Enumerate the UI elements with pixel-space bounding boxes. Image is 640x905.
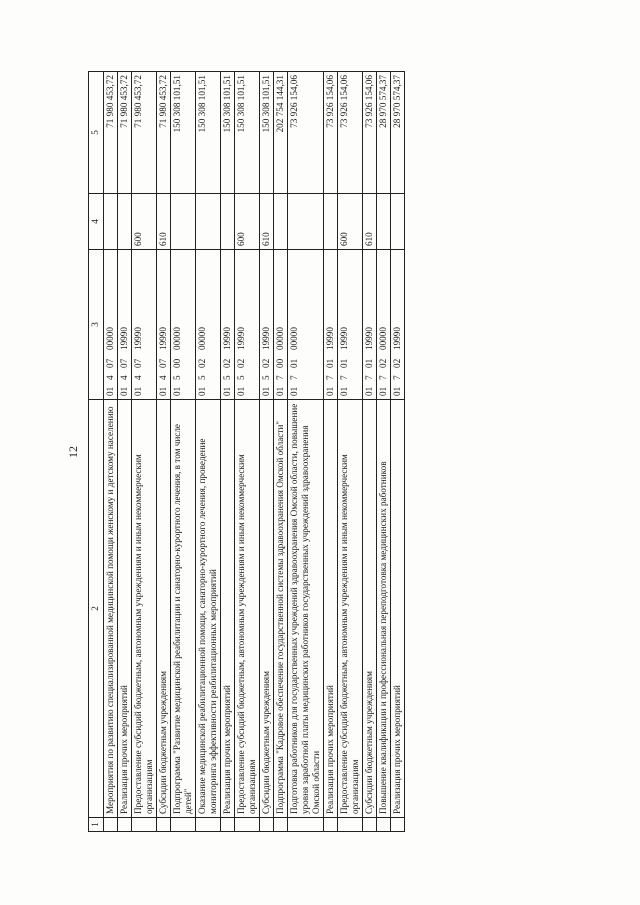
classification-code xyxy=(221,250,235,400)
classification-code xyxy=(288,250,324,400)
index-cell xyxy=(132,818,157,832)
index-cell xyxy=(157,818,171,832)
expense-type xyxy=(391,194,405,250)
column-header: 5 xyxy=(89,72,104,194)
amount: 71 980 453,72 xyxy=(104,72,118,194)
table-row xyxy=(260,72,274,832)
classification-code xyxy=(104,250,118,400)
item-name: Предоставление субсидий бюджетным, автономным учреждениям и иным некоммерческим организациям xyxy=(132,400,157,818)
classification-code xyxy=(363,250,377,400)
item-name: Реализация прочих мероприятий xyxy=(221,400,235,818)
item-name: Субсидии бюджетным учреждениям xyxy=(363,400,377,818)
amount: 202 754 144,31 xyxy=(274,72,288,194)
code-direction: 00000 xyxy=(105,327,115,350)
code-event: 01 xyxy=(339,358,349,368)
code-program: 01 xyxy=(392,386,402,396)
classification-code xyxy=(118,250,132,400)
code-program: 01 xyxy=(172,386,182,396)
code-direction: 19990 xyxy=(236,327,246,350)
expense-type xyxy=(221,194,235,250)
amount: 71 980 453,72 xyxy=(157,72,171,194)
table-row xyxy=(288,72,324,832)
index-cell xyxy=(274,818,288,832)
item-name: Подготовка работников для государственных учреждений здравоохранения Омской области, повышение уровня заработной платы медицинских работников государственных учреждений здравоохранения Омской области xyxy=(288,400,324,818)
expense-type: 610 xyxy=(363,194,377,250)
expense-type: 610 xyxy=(157,194,171,250)
code-direction: 19990 xyxy=(339,327,349,350)
item-name: Субсидии бюджетным учреждениям xyxy=(157,400,171,818)
item-name: Реализация прочих мероприятий xyxy=(391,400,405,818)
amount: 150 308 101,51 xyxy=(235,72,260,194)
code-direction: 00000 xyxy=(378,327,388,350)
table-row xyxy=(338,72,363,832)
code-subprogram: 5 xyxy=(261,375,271,380)
code-subprogram: 4 xyxy=(158,375,168,380)
amount: 150 308 101,51 xyxy=(171,72,196,194)
code-direction: 00000 xyxy=(197,327,207,350)
item-name: Реализация прочих мероприятий xyxy=(324,400,338,818)
column-header: 4 xyxy=(89,194,104,250)
column-header: 3 xyxy=(89,250,104,400)
expense-type xyxy=(171,194,196,250)
code-event: 01 xyxy=(364,358,374,368)
amount: 150 308 101,51 xyxy=(260,72,274,194)
code-direction: 19990 xyxy=(392,327,402,350)
table-row xyxy=(324,72,338,832)
code-event: 02 xyxy=(222,358,232,368)
code-direction: 19990 xyxy=(325,327,335,350)
expense-type xyxy=(118,194,132,250)
code-direction: 19990 xyxy=(222,327,232,350)
code-program: 01 xyxy=(119,386,129,396)
item-name: Подпрограмма "Развитие медицинской реабилитации и санаторно-курортного лечения, в том числе детей" xyxy=(171,400,196,818)
expense-type xyxy=(274,194,288,250)
code-event: 02 xyxy=(261,358,271,368)
code-direction: 00000 xyxy=(172,327,182,350)
table-row xyxy=(132,72,157,832)
classification-code xyxy=(171,250,196,400)
item-name: Субсидии бюджетным учреждениям xyxy=(260,400,274,818)
classification-code xyxy=(235,250,260,400)
index-cell xyxy=(288,818,324,832)
item-name: Оказание медицинской реабилитационной помощи, санаторно-курортного лечения, проведение мониторинга эффективности реабилитационных мероприятий xyxy=(196,400,221,818)
code-event: 00 xyxy=(172,358,182,368)
code-subprogram: 5 xyxy=(172,375,182,380)
index-cell xyxy=(221,818,235,832)
expense-type: 600 xyxy=(338,194,363,250)
item-name: Подпрограмма "Кадровое обеспечение государственной системы здравоохранения Омской области" xyxy=(274,400,288,818)
index-cell xyxy=(260,818,274,832)
table-row xyxy=(118,72,132,832)
table-row xyxy=(391,72,405,832)
code-event: 01 xyxy=(325,358,335,368)
code-direction: 00000 xyxy=(275,327,285,350)
code-program: 01 xyxy=(105,386,115,396)
rotated-content xyxy=(60,72,580,832)
code-subprogram: 7 xyxy=(275,375,285,380)
amount: 71 980 453,72 xyxy=(118,72,132,194)
index-cell xyxy=(377,818,391,832)
index-cell xyxy=(171,818,196,832)
code-program: 01 xyxy=(289,386,299,396)
expense-type xyxy=(377,194,391,250)
code-event: 07 xyxy=(105,358,115,368)
item-name: Мероприятия по развитию специализированной медицинской помощи женскому и детскому населению xyxy=(104,400,118,818)
index-cell xyxy=(196,818,221,832)
code-subprogram: 7 xyxy=(364,375,374,380)
amount: 73 926 154,06 xyxy=(288,72,324,194)
index-cell xyxy=(104,818,118,832)
amount: 28 970 574,37 xyxy=(391,72,405,194)
code-event: 01 xyxy=(289,358,299,368)
code-event: 02 xyxy=(236,358,246,368)
code-direction: 19990 xyxy=(133,327,143,350)
classification-code xyxy=(324,250,338,400)
code-direction: 19990 xyxy=(119,327,129,350)
index-cell xyxy=(391,818,405,832)
table-row xyxy=(377,72,391,832)
expense-type xyxy=(324,194,338,250)
classification-code xyxy=(377,250,391,400)
item-name: Реализация прочих мероприятий xyxy=(118,400,132,818)
index-cell xyxy=(338,818,363,832)
table-row xyxy=(221,72,235,832)
code-subprogram: 4 xyxy=(119,375,129,380)
classification-code xyxy=(132,250,157,400)
expense-type: 600 xyxy=(132,194,157,250)
code-program: 01 xyxy=(236,386,246,396)
code-subprogram: 7 xyxy=(289,375,299,380)
code-program: 01 xyxy=(339,386,349,396)
amount: 71 980 453,72 xyxy=(132,72,157,194)
code-direction: 19990 xyxy=(158,327,168,350)
expense-type: 600 xyxy=(235,194,260,250)
code-program: 01 xyxy=(133,386,143,396)
expense-type xyxy=(104,194,118,250)
table-row xyxy=(157,72,171,832)
index-cell xyxy=(363,818,377,832)
amount: 73 926 154,06 xyxy=(338,72,363,194)
code-subprogram: 4 xyxy=(133,375,143,380)
code-program: 01 xyxy=(378,386,388,396)
page-number: 12 xyxy=(66,446,80,458)
code-subprogram: 4 xyxy=(105,375,115,380)
code-subprogram: 5 xyxy=(236,375,246,380)
expense-type: 610 xyxy=(260,194,274,250)
column-header: 1 xyxy=(89,818,104,832)
code-subprogram: 7 xyxy=(378,375,388,380)
code-event: 07 xyxy=(133,358,143,368)
table-row xyxy=(274,72,288,832)
code-program: 01 xyxy=(261,386,271,396)
classification-code xyxy=(274,250,288,400)
code-event: 00 xyxy=(275,358,285,368)
amount: 150 308 101,51 xyxy=(196,72,221,194)
code-event: 07 xyxy=(158,358,168,368)
table-row xyxy=(235,72,260,832)
index-cell xyxy=(324,818,338,832)
table-row xyxy=(196,72,221,832)
classification-code xyxy=(157,250,171,400)
code-program: 01 xyxy=(222,386,232,396)
amount: 73 926 154,06 xyxy=(363,72,377,194)
code-event: 02 xyxy=(197,358,207,368)
code-program: 01 xyxy=(197,386,207,396)
code-event: 02 xyxy=(378,358,388,368)
code-program: 01 xyxy=(158,386,168,396)
item-name: Предоставление субсидий бюджетным, автономным учреждениям и иным некоммерческим организациям xyxy=(338,400,363,818)
code-subprogram: 7 xyxy=(339,375,349,380)
budget-table xyxy=(88,71,405,832)
code-direction: 19990 xyxy=(364,327,374,350)
code-event: 07 xyxy=(119,358,129,368)
code-event: 02 xyxy=(392,358,402,368)
code-subprogram: 5 xyxy=(197,375,207,380)
item-name: Предоставление субсидий бюджетным, автономным учреждениям и иным некоммерческим организациям xyxy=(235,400,260,818)
code-program: 01 xyxy=(275,386,285,396)
index-cell xyxy=(235,818,260,832)
code-subprogram: 5 xyxy=(222,375,232,380)
amount: 28 970 574,37 xyxy=(377,72,391,194)
column-header: 2 xyxy=(89,400,104,818)
amount: 150 308 101,51 xyxy=(221,72,235,194)
code-subprogram: 7 xyxy=(392,375,402,380)
expense-type xyxy=(288,194,324,250)
expense-type xyxy=(196,194,221,250)
code-program: 01 xyxy=(364,386,374,396)
classification-code xyxy=(338,250,363,400)
classification-code xyxy=(260,250,274,400)
item-name: Повышение квалификации и профессиональная переподготовка медицинских работников xyxy=(377,400,391,818)
classification-code xyxy=(391,250,405,400)
index-cell xyxy=(118,818,132,832)
table-row xyxy=(363,72,377,832)
code-direction: 00000 xyxy=(289,327,299,350)
classification-code xyxy=(196,250,221,400)
table-row xyxy=(171,72,196,832)
code-direction: 19990 xyxy=(261,327,271,350)
table-row xyxy=(104,72,118,832)
amount: 73 926 154,06 xyxy=(324,72,338,194)
header-row xyxy=(89,72,104,832)
code-program: 01 xyxy=(325,386,335,396)
code-subprogram: 7 xyxy=(325,375,335,380)
